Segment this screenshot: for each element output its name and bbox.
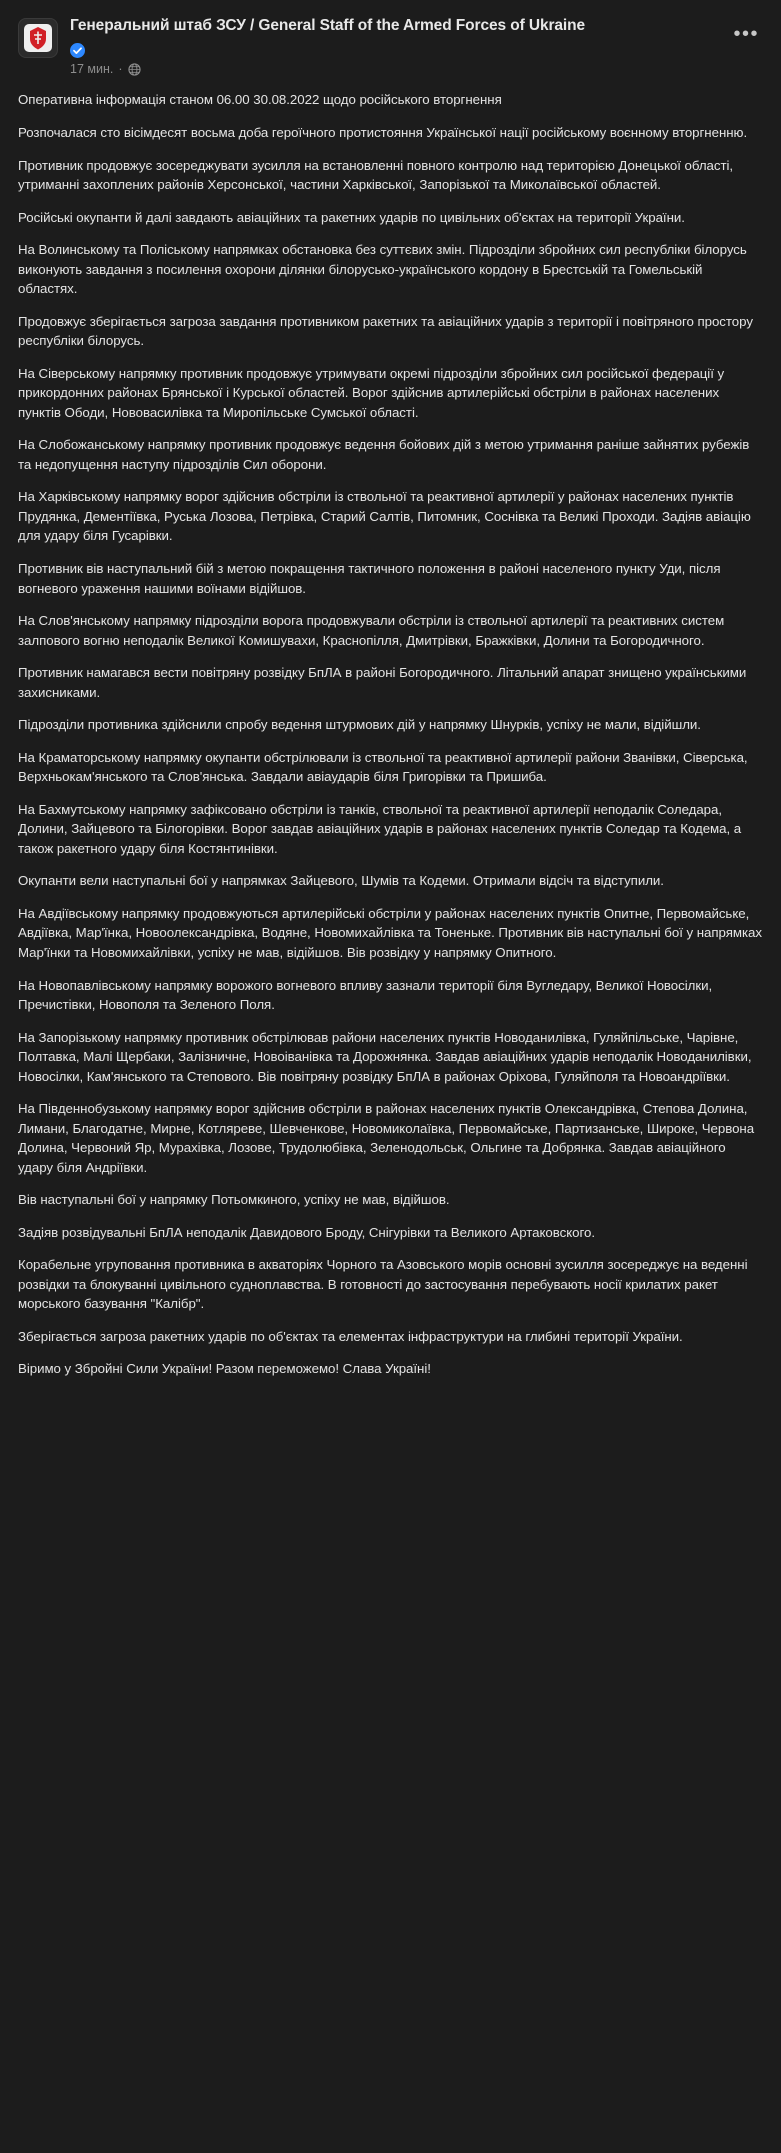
avatar[interactable]: [18, 18, 58, 58]
post-paragraph: На Слобожанському напрямку противник продовжує ведення бойових дій з метою утримання раніше зайнятих рубежів та недопущення наступу підрозділів Сил оборони.: [18, 437, 750, 472]
post-paragraph: Розпочалася сто вісімдесят восьма доба героїчного протистояння Української нації російському воєнному вторгненню.: [18, 124, 748, 140]
post-paragraph: На Волинському та Поліському напрямках обстановка без суттєвих змін. Підрозділи збройних сил республіки білорусь виконують завдання з посилення охорони ділянки білорусько-українського кордону в Брестській та Гомельській областях.: [18, 242, 747, 297]
post-header: [18, 16, 763, 76]
meta-separator: ·: [118, 62, 123, 77]
post-paragraph: Задіяв розвідувальні БпЛА неподалік Давидового Броду, Снігурівки та Великого Артаковского.: [18, 1224, 595, 1240]
globe-icon[interactable]: [128, 63, 141, 76]
post-paragraph: На Запорізькому напрямку противник обстрілював райони населених пунктів Новоданилівка, Гуляйпільське, Чарівне, Полтавка, Малі Щербаки, Залізничне, Новоіванівка та Дорожнянка. Завдав авіаційних ударів неподалік Новоданилівки, Новосілки, Кам'янського та Степового. Вів повітряну розвідку БпЛА в районах Оріхова, Гуляйполя та Новоандріївки.: [18, 1029, 752, 1084]
channel-name[interactable]: Генеральний штаб ЗСУ / General Staff of the Armed Forces of Ukraine: [70, 17, 586, 34]
post-meta: [70, 62, 723, 76]
post-paragraph: Зберігається загроза ракетних ударів по об'єктах та елементах інфраструктури на глибині території України.: [18, 1328, 683, 1344]
post-paragraph: Корабельне угруповання противника в акваторіях Чорного та Азовського морів основні зусилля зосереджує на веденні розвідки та блокуванні цивільного судноплавства. В готовності до застосування перебувають носії крилатих ракет морського базування "Калібр".: [18, 1257, 748, 1312]
post-paragraph: На Слов'янському напрямку підрозділи ворога продовжували обстріли із ствольної артилерії та реактивних систем залпового вогню неподалік Великої Комишувахи, Краснопілля, Дмитрівки, Бражківки, Долини та Богородичного.: [18, 613, 725, 648]
post-paragraph: Російські окупанти й далі завдають авіаційних та ракетних ударів по цивільних об'єктах на території України.: [18, 209, 685, 225]
post-paragraph: Вів наступальні бої у напрямку Потьомкиного, успіху не мав, відійшов.: [18, 1192, 450, 1208]
post-paragraph: Окупанти вели наступальні бої у напрямках Зайцевого, Шумів та Кодеми. Отримали відсіч та відступили.: [18, 873, 664, 889]
post-paragraph: На Харківському напрямку ворог здійснив обстріли із ствольної та реактивної артилерії у районах населених пунктів Прудянка, Дементіївка, Руська Лозова, Петрівка, Старий Салтів, Питомник, Соснівка та Великі Проходи. Задіяв авіацію для удару біля Гусарівки.: [18, 489, 751, 544]
post-paragraph: Підрозділи противника здійснили спробу ведення штурмових дій у напрямку Шнурків, успіху не мали, відійшли.: [18, 717, 701, 733]
post-paragraph: Противник намагався вести повітряну розвідку БпЛА в районі Богородичного. Літальний апарат знищено українськими захисниками.: [18, 665, 747, 700]
timestamp[interactable]: 17 мин.: [70, 62, 114, 77]
more-options-button[interactable]: •••: [733, 23, 759, 45]
verified-badge-icon: [70, 43, 85, 58]
post-paragraph: Противник вів наступальний бій з метою покращення тактичного положення в районі населеного пункту Уди, після вогневого ураження нашими воїнами відійшов.: [18, 561, 721, 596]
header-text: [70, 16, 763, 76]
post-paragraph: Оперативна інформація станом 06.00 30.08.2022 щодо російського вторгнення: [18, 92, 502, 108]
post-body: [18, 90, 763, 1379]
post-paragraph: Віримо у Збройні Сили України! Разом переможемо! Слава Україні!: [18, 1361, 431, 1377]
post-paragraph: На Південнобузькому напрямку ворог здійснив обстріли в районах населених пунктів Олександрівка, Степова Долина, Лимани, Благодатне, Мирне, Котляреве, Шевченкове, Новомиколаївка, Первомайське, Партизанське, Широке, Червона Долина, Червоний Яр, Мурахівка, Лозове, Трудолюбівка, Зеленодольськ, Ольгине та Добрянка. Завдав авіаційного удару біля Андріївки.: [18, 1101, 755, 1175]
post-paragraph: На Бахмутському напрямку зафіксовано обстріли із танків, ствольної та реактивної артилерії неподалік Соледара, Долини, Зайцевого та Білогорівки. Ворог завдав авіаційних ударів в районах населених пунктів Соледар та Кодема, а також ракетного удару біля Костянтинівки.: [18, 801, 742, 856]
post-paragraph: Противник продовжує зосереджувати зусилля на встановленні повного контролю над територією Донецької області, утриманні захоплених районів Херсонської, частини Харківської, Запорізької та Миколаївської областей.: [18, 157, 734, 193]
post-paragraph: На Краматорському напрямку окупанти обстрілювали із ствольної та реактивної артилерії райони Званівки, Сіверська, Верхньокам'янського та Слов'янська. Завдали авіаударів біля Григорівки та Пришиба.: [18, 749, 748, 785]
post-paragraph: На Авдіївському напрямку продовжуються артилерійські обстріли у районах населених пунктів Опитне, Первомайське, Авдіївка, Мар'їнка, Новоолександрівка, Водяне, Новомихайлівка та Тоненьке. Противник вів наступальні бої у напрямках Мар'їнки та Новомихайлівки, успіху не мав, відійшов. Вів розвідку у напрямку Опитного.: [18, 905, 762, 960]
military-emblem-icon: [24, 24, 52, 52]
verified-row: [70, 43, 723, 58]
post-paragraph: На Новопавлівському напрямку ворожого вогневого впливу зазнали території біля Вугледару, Великої Новосілки, Пречистівки, Новополя та Зеленого Поля.: [18, 977, 713, 1013]
post-paragraph: На Сіверському напрямку противник продовжує утримувати окремі підрозділи збройних сил російської федерації у прикордонних районах Брянської і Курської областей. Ворог здійснив артилерійські обстріли в районах населених пунктів Ободи, Нововасилівка та Миропільське Сумської області.: [18, 365, 725, 420]
post-paragraph: Продовжує зберігається загроза завдання противником ракетних та авіаційних ударів з території і повітряного простору республіки білорусь.: [18, 313, 753, 349]
